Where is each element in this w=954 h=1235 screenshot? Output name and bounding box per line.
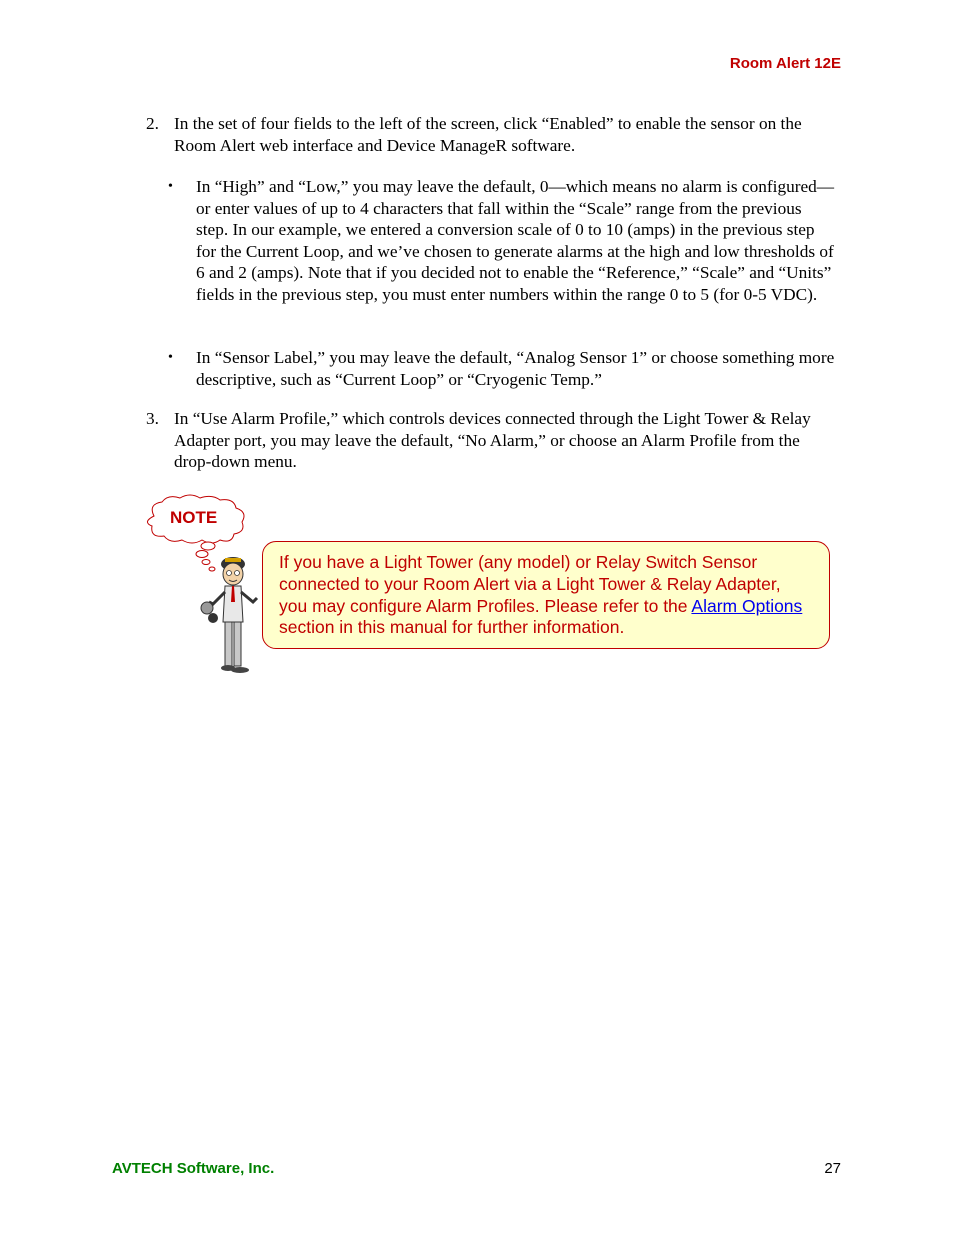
page-number: 27 — [824, 1160, 841, 1177]
mascot-engineer-icon — [195, 552, 263, 676]
step-number: 2. — [146, 114, 159, 133]
bullet-text: In “High” and “Low,” you may leave the default, 0—which means no alarm is configured—or enter values of up to 4 characters that fall within the “Scale” range from the previous step. In our example, we entered a conversion scale of 0 to 10 (amps) in the previous step for the Current Loop, and we’ve chosen to generate alarms at the high and low thresholds of 6 and 2 (amps). Note that if you decided not to enable the “Reference,” “Scale” and “Units” fields in the previous step, you must enter numbers within the range 0 to 5 (for 0-5 VDC). — [196, 177, 835, 304]
bullet-high-low — [168, 176, 838, 306]
bullet-marker: • — [168, 350, 173, 365]
note-label: NOTE — [170, 508, 218, 527]
bullet-text: In “Sensor Label,” you may leave the default, “Analog Sensor 1” or choose something more descriptive, such as “Current Loop” or “Cryogenic Temp.” — [196, 348, 835, 389]
alarm-options-link[interactable]: Alarm Options — [691, 595, 803, 616]
note-text-after: section in this manual for further information. — [279, 617, 625, 638]
step-text: In the set of four fields to the left of the screen, click “Enabled” to enable the sensor on the Room Alert web interface and Device ManageR software. — [174, 114, 802, 155]
step-2 — [146, 113, 841, 156]
footer-company: AVTECH Software, Inc. — [112, 1160, 275, 1177]
bullet-marker: • — [168, 179, 173, 194]
step-text: In “Use Alarm Profile,” which controls devices connected through the Light Tower & Relay Adapter port, you may leave the default, “No Alarm,” or choose an Alarm Profile from the drop-down menu. — [174, 409, 811, 472]
note-text-before: If you have a Light Tower (any model) or Relay Switch Sensor connected to your Room Alert via a Light Tower & Relay Adapter, you may configure Alarm Profiles. Please refer to the — [279, 552, 781, 616]
step-3 — [146, 408, 841, 473]
note-box — [262, 541, 830, 649]
step-number: 3. — [146, 409, 159, 428]
header-title: Room Alert 12E — [729, 55, 841, 72]
bullet-sensor-label — [168, 347, 838, 390]
